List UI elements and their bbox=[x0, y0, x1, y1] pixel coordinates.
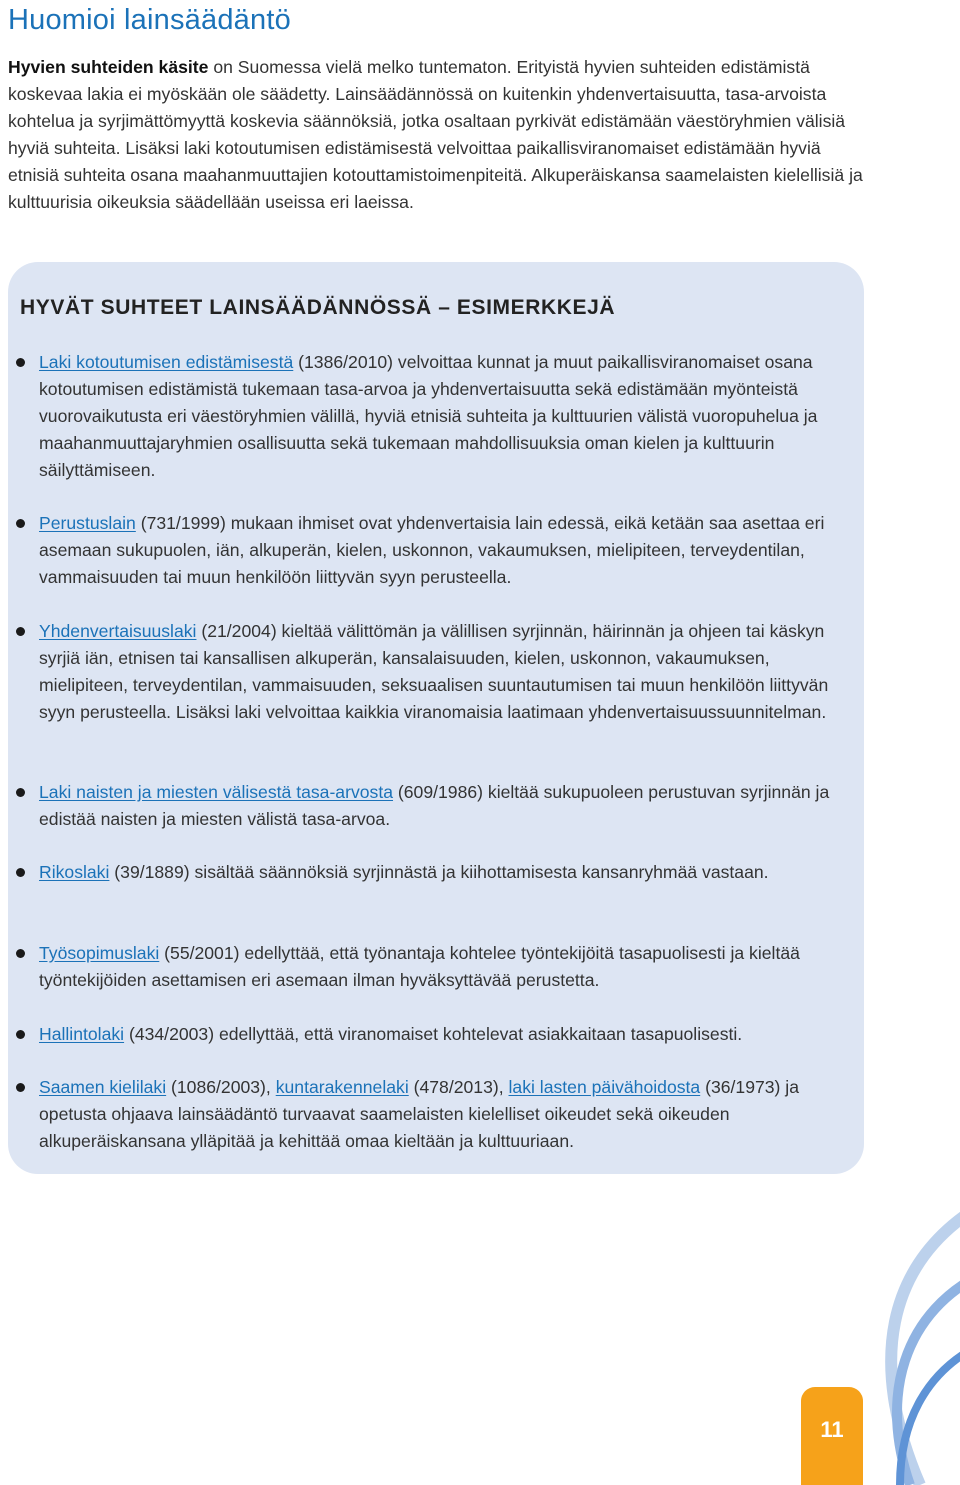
law-link-saamen-kielilaki[interactable]: Saamen kielilaki bbox=[39, 1077, 167, 1097]
law-link-rikoslaki[interactable]: Rikoslaki bbox=[39, 862, 110, 882]
law-link-tasa-arvolaki[interactable]: Laki naisten ja miesten välisestä tasa-arvosta bbox=[39, 782, 394, 802]
list-item bbox=[39, 859, 839, 886]
page-number-badge bbox=[801, 1387, 863, 1485]
law-description: (21/2004) kieltää välittömän ja välillisen syrjinnän, häirinnän ja ohjeen tai käskyn syrjiä iän, etnisen tai kansallisen alkuperän, kansalaisuuden, kielen, uskonnon, vakaumuksen, mielipiteen, terveydentilan, vammaisuuden, seksuaalisen suuntautumisen tai muun henkilöön liittyvän syyn perusteella. Lisäksi laki velvoittaa kaikkia viranomaisia laatimaan yhdenvertaisuussuunnitelman. bbox=[39, 621, 829, 722]
law-description: (36/1973) ja opetusta ohjaava lainsäädäntö turvaavat saamelaisten kielelliset oikeudet sekä oikeuden alkuperäiskansana ylläpitää ja kehittää omaa kieltään ja kulttuuriaan. bbox=[39, 1077, 799, 1151]
law-description: (1386/2010) velvoittaa kunnat ja muut paikallisviranomaiset osana kotoutumisen edistämistä tukemaan tasa-arvoa ja yhdenvertaisuutta sekä edistämään myönteistä vuorovaikutusta eri väestöryhmien välillä, hyviä etnisiä suhteita ja kulttuurien välistä vuoropuhelua ja maahanmuuttajaryhmien osallisuutta sekä tukemaan mahdollisuuksia oman kielen ja kulttuurin säilyttämiseen. bbox=[39, 352, 818, 480]
law-link-kotoutuminen[interactable]: Laki kotoutumisen edistämisestä bbox=[39, 352, 294, 372]
list-item bbox=[39, 1074, 854, 1155]
law-description: (731/1999) mukaan ihmiset ovat yhdenvertaisia lain edessä, eikä ketään saa asettaa eri asemaan sukupuolen, iän, alkuperän, kielen, uskonnon, vakaumuksen, mielipiteen, terveydentilan, vammaisuuden tai muun henkilöön liittyvän syyn perusteella. bbox=[39, 513, 825, 587]
page-title: Huomioi lainsäädäntö bbox=[8, 4, 291, 36]
law-description: (478/2013), bbox=[408, 1077, 509, 1097]
intro-paragraph bbox=[8, 54, 866, 216]
panel-heading: HYVÄT SUHTEET LAINSÄÄDÄNNÖSSÄ – ESIMERKKEJÄ bbox=[20, 296, 616, 319]
list-item bbox=[39, 1021, 854, 1048]
list-item bbox=[39, 940, 839, 994]
law-description: (609/1986) kieltää sukupuoleen perustuvan syrjinnän ja edistää naisten ja miesten välistä tasa-arvoa. bbox=[39, 782, 830, 829]
law-link-yhdenvertaisuuslaki[interactable]: Yhdenvertaisuuslaki bbox=[39, 621, 197, 641]
list-item bbox=[39, 779, 839, 833]
list-item bbox=[39, 618, 839, 726]
law-description: (55/2001) edellyttää, että työnantaja kohtelee työntekijöitä tasapuolisesti ja kieltää työntekijöiden asettamisen eri asemaan ilman hyväksyttävää perustetta. bbox=[39, 943, 800, 990]
list-item bbox=[39, 510, 839, 591]
intro-lead: Hyvien suhteiden käsite bbox=[8, 57, 209, 77]
law-description: (39/1889) sisältää säännöksiä syrjinnästä ja kiihottamisesta kansanryhmää vastaan. bbox=[109, 862, 769, 882]
law-link-tyosopimuslaki[interactable]: Työsopimuslaki bbox=[39, 943, 160, 963]
law-link-hallintolaki[interactable]: Hallintolaki bbox=[39, 1024, 125, 1044]
page-number: 11 bbox=[820, 1417, 844, 1442]
law-link-paivahoitolaki[interactable]: laki lasten päivähoidosta bbox=[508, 1077, 701, 1097]
law-description: (1086/2003), bbox=[166, 1077, 276, 1097]
law-link-kuntarakennelaki[interactable]: kuntarakennelaki bbox=[275, 1077, 409, 1097]
law-description: (434/2003) edellyttää, että viranomaiset kohtelevat asiakkaitaan tasapuolisesti. bbox=[124, 1024, 743, 1044]
law-link-perustuslaki[interactable]: Perustuslain bbox=[39, 513, 136, 533]
list-item bbox=[39, 349, 839, 484]
intro-text: on Suomessa vielä melko tuntematon. Erityistä hyvien suhteiden edistämistä koskevaa lakia ei myöskään ole säädetty. Lainsäädännössä on kuitenkin yhdenvertaisuutta, tasa-arvoista kohtelua ja syrjimättömyyttä koskevia säännöksiä, jotka osaltaan pyrkivät edistämään väestöryhmien välisiä hyviä suhteita. Lisäksi laki kotoutumisen edistämisestä velvoittaa paikallisviranomaiset edistämään hyviä etnisiä suhteita osana maahanmuuttajien kotouttamistoimenpiteitä. Alkuperäiskansa saamelaisten kielellisiä ja kulttuurisia oikeuksia säädellään useissa eri laeissa. bbox=[8, 57, 863, 212]
